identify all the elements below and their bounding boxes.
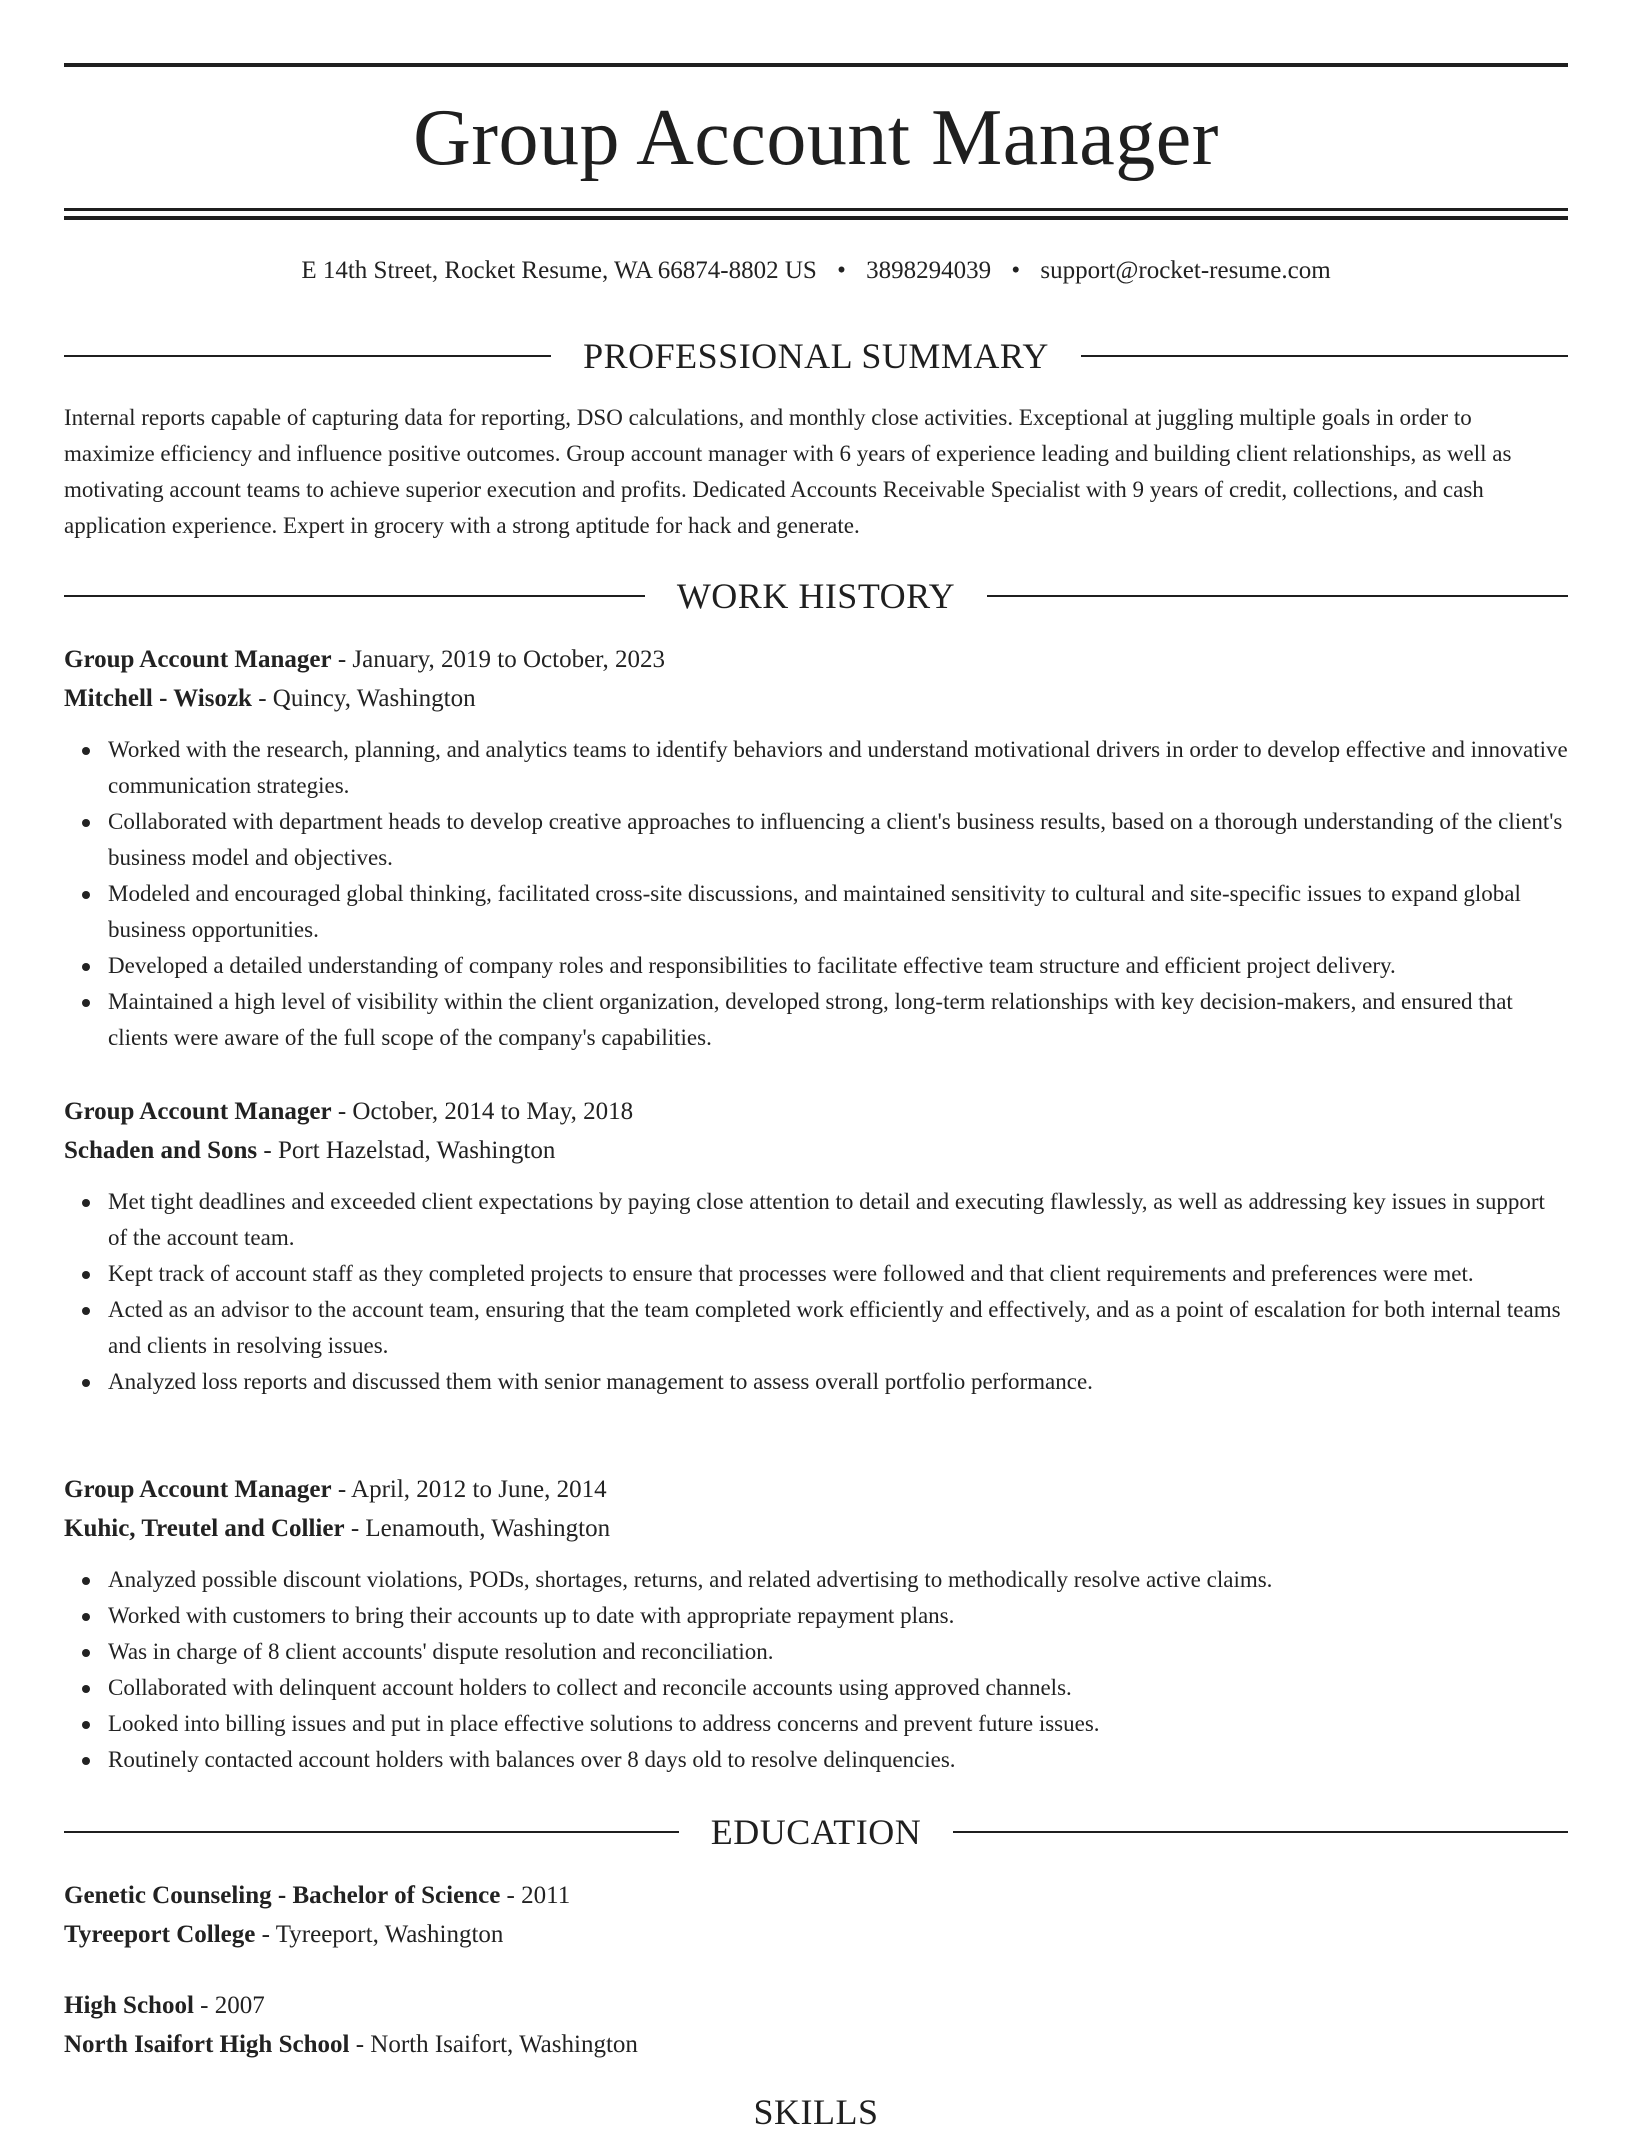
education-heading (64, 1810, 1568, 1854)
job-bullets (64, 1184, 1568, 1400)
job-company: Mitchell - Wisozk (64, 685, 252, 712)
header-rule-upper (64, 208, 1568, 211)
job-bullet: Worked with customers to bring their accounts up to date with appropriate repayment plans. (108, 1598, 1568, 1634)
work-history-title: WORK HISTORY (676, 576, 956, 616)
heading-rule (953, 1831, 1568, 1833)
job-bullet: Was in charge of 8 client accounts' dispute resolution and reconciliation. (108, 1634, 1568, 1670)
job-company-line (64, 1509, 1568, 1548)
education-school: North Isaifort High School (64, 2031, 350, 2058)
summary-heading (64, 334, 1568, 378)
job-bullets (64, 1562, 1568, 1778)
job-dates: - April, 2012 to June, 2014 (331, 1476, 607, 1503)
job-dates: - January, 2019 to October, 2023 (331, 646, 666, 673)
job-bullet: Collaborated with department heads to develop creative approaches to influencing a client's business results, based on a thorough understanding of the client's business model and objectives. (108, 804, 1568, 876)
job-bullet: Acted as an advisor to the account team, ensuring that the team completed work efficiently and effectively, and as a point of escalation for both internal teams and clients in resolving issues. (108, 1292, 1568, 1364)
education-title: EDUCATION (710, 1812, 922, 1852)
job-bullet: Kept track of account staff as they completed projects to ensure that processes were followed and that client requirements and preferences were met. (108, 1256, 1568, 1292)
skills-heading (64, 2090, 1568, 2134)
contact-separator: • (1011, 257, 1021, 284)
job-entry (64, 1092, 1568, 1400)
heading-rule (64, 1831, 679, 1833)
education-degree: Genetic Counseling - Bachelor of Science (64, 1882, 501, 1909)
job-title: Group Account Manager (64, 646, 332, 673)
contact-separator: • (837, 257, 846, 284)
education-year: - 2007 (193, 1992, 265, 2019)
job-company: Schaden and Sons (64, 1137, 258, 1164)
education-location: - Tyreeport, Washington (255, 1921, 504, 1948)
job-entry (64, 640, 1568, 1056)
job-dates: - October, 2014 to May, 2018 (331, 1098, 634, 1125)
job-bullet: Met tight deadlines and exceeded client expectations by paying close attention to detail and executing flawlessly, as well as addressing key issues in support of the account team. (108, 1184, 1568, 1256)
work-history-heading (64, 574, 1568, 618)
job-bullet: Looked into billing issues and put in place effective solutions to address concerns and prevent future issues. (108, 1706, 1568, 1742)
education-school-line (64, 1915, 1568, 1954)
education-school: Tyreeport College (64, 1921, 256, 1948)
heading-rule (64, 595, 645, 597)
job-bullets (64, 732, 1568, 1056)
job-title-line (64, 1092, 1568, 1131)
job-bullet: Routinely contacted account holders with balances over 8 days old to resolve delinquencies. (108, 1742, 1568, 1778)
heading-rule (1081, 355, 1568, 357)
education-entry (64, 1876, 1568, 1954)
resume-name: Group Account Manager (413, 94, 1219, 182)
education-degree: High School (64, 1992, 194, 2019)
job-bullet: Modeled and encouraged global thinking, facilitated cross-site discussions, and maintained sensitivity to cultural and site-specific issues to expand global business opportunities. (108, 876, 1568, 948)
header-rule-lower (64, 216, 1568, 220)
contact-phone: 3898294039 (866, 257, 992, 284)
job-company: Kuhic, Treutel and Collier (64, 1515, 345, 1542)
job-location: - Lenamouth, Washington (344, 1515, 611, 1542)
skills-title: SKILLS (753, 2092, 879, 2132)
education-degree-line (64, 1876, 1568, 1915)
contact-email: support@rocket-resume.com (1040, 257, 1331, 284)
top-rule (64, 63, 1568, 67)
heading-rule (64, 355, 551, 357)
job-location: - Quincy, Washington (251, 685, 476, 712)
job-location: - Port Hazelstad, Washington (257, 1137, 556, 1164)
job-entry (64, 1470, 1568, 1778)
education-school-line (64, 2025, 1568, 2064)
education-location: - North Isaifort, Washington (349, 2031, 638, 2058)
job-company-line (64, 679, 1568, 718)
job-title: Group Account Manager (64, 1098, 332, 1125)
job-bullet: Worked with the research, planning, and analytics teams to identify behaviors and understand motivational drivers in order to develop effective and innovative communication strategies. (108, 732, 1568, 804)
job-company-line (64, 1131, 1568, 1170)
job-title-line (64, 640, 1568, 679)
contact-address: E 14th Street, Rocket Resume, WA 66874-8802 US (301, 257, 817, 284)
education-degree-line (64, 1986, 1568, 2025)
job-bullet: Analyzed possible discount violations, PODs, shortages, returns, and related advertising to methodically resolve active claims. (108, 1562, 1568, 1598)
job-title: Group Account Manager (64, 1476, 332, 1503)
job-bullet: Developed a detailed understanding of company roles and responsibilities to facilitate effective team structure and efficient project delivery. (108, 948, 1568, 984)
heading-rule (987, 595, 1568, 597)
job-bullet: Collaborated with delinquent account holders to collect and reconcile accounts using approved channels. (108, 1670, 1568, 1706)
job-bullet: Analyzed loss reports and discussed them with senior management to assess overall portfolio performance. (108, 1364, 1568, 1400)
summary-text: Internal reports capable of capturing data for reporting, DSO calculations, and monthly close activities. Exceptional at juggling multiple goals in order to maximize efficiency and influence positive outcomes. Group account manager with 6 years of experience leading and building client relationships, as well as motivating account teams to achieve superior execution and profits. Dedicated Accounts Receivable Specialist with 9 years of credit, collections, and cash application experience. Expert in grocery with a strong aptitude for hack and generate. (64, 405, 1512, 538)
job-title-line (64, 1470, 1568, 1509)
summary-title: PROFESSIONAL SUMMARY (583, 336, 1049, 376)
education-entry (64, 1986, 1568, 2064)
education-year: - 2011 (500, 1882, 571, 1909)
job-bullet: Maintained a high level of visibility within the client organization, developed strong, long-term relationships with key decision-makers, and ensured that clients were aware of the full scope of the company's capabilities. (108, 984, 1568, 1056)
contact-line (64, 254, 1568, 288)
